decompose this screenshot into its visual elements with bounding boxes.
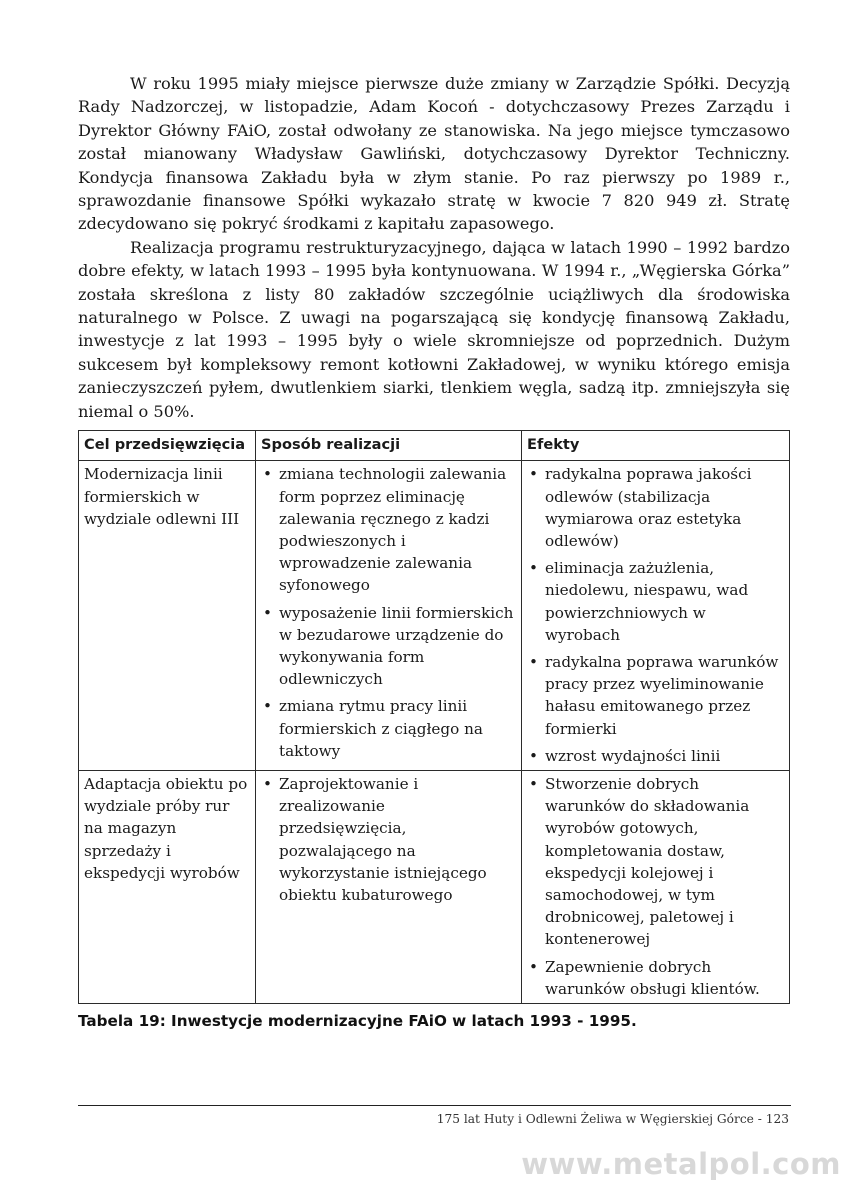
list-item: • Stworzenie dobrych warunków do składowania wyrobów gotowych, kompletowania dostaw, ekspedycji kolejowej i samochodowej, w tym drobnicowej, paletowej i kontenerowej <box>529 774 750 949</box>
method-cell <box>256 770 522 1003</box>
paragraph-1: W roku 1995 miały miejsce pierwsze duże zmiany w Zarządzie Spółki. Decyzją Rady Nadzorczej, w listopadzie, Adam Kocoń - dotychczasowy Prezes Zarządu i Dyrektor Główny FAiO, został odwołany ze stanowiska. Na jego miejsce tymczasowo został mianowany Władysław Gawliński, dotychczasowy Dyrektor Techniczny. Kondycja finansowa Zakładu była w złym stanie. Po raz pierwszy po 1989 r., sprawozdanie finansowe Spółki wykazało stratę w kwocie 7 820 949 zł. Stratę zdecydowano się pokryć środkami z kapitału zapasowego. <box>78 74 790 234</box>
method-cell <box>256 461 522 771</box>
investment-table <box>78 430 790 1004</box>
table-row <box>79 461 790 771</box>
page-footer: 175 lat Huty i Odlewni Żeliwa w Węgierskiej Górce - 123 <box>436 1112 789 1126</box>
footer-divider <box>78 1105 791 1106</box>
effects-cell <box>522 461 790 771</box>
table-header-row <box>79 431 790 461</box>
effects-cell <box>522 770 790 1003</box>
table-caption: Tabela 19: Inwestycje modernizacyjne FAiO w latach 1993 - 1995. <box>78 1011 637 1030</box>
list-item: • wyposażenie linii formierskich w bezudarowe urządzenie do wykonywania form odlewniczych <box>263 603 514 689</box>
watermark: www.metalpol.com <box>521 1147 841 1181</box>
list-item: • Zapewnienie dobrych warunków obsługi klientów. <box>529 957 760 998</box>
list-item: • eliminacja zażużlenia, niedolewu, niespawu, wad powierzchniowych w wyrobach <box>529 559 749 644</box>
goal-cell: Adaptacja obiektu po wydziale próby rur na magazyn sprzedaży i ekspedycji wyrobów <box>79 770 256 1003</box>
header-method: Sposób realizacji <box>256 431 522 461</box>
list-item: • zmiana technologii zalewania form poprzez eliminację zalewania ręcznego z kadzi podwieszonych i wprowadzenie zalewania syfonowego <box>263 465 507 595</box>
list-item: • radykalna poprawa jakości odlewów (stabilizacja wymiarowa oraz estetyka odlewów) <box>529 465 752 550</box>
page-content <box>78 72 790 1030</box>
header-effects: Efekty <box>522 431 790 461</box>
list-item: • wzrost wydajności linii <box>529 746 721 765</box>
table-row <box>79 770 790 1003</box>
list-item: • radykalna poprawa warunków pracy przez wyeliminowanie hałasu emitowanego przez formierki <box>529 652 779 738</box>
header-goal: Cel przedsięwzięcia <box>79 431 256 461</box>
paragraph-2: Realizacja programu restrukturyzacyjnego, dająca w latach 1990 – 1992 bardzo dobre efekty, w latach 1993 – 1995 była kontynuowana. W 1994 r., „Węgierska Górka” została skreślona z listy 80 zakładów szczególnie uciążliwych dla środowiska naturalnego w Polsce. Z uwagi na pogarszającą się kondycję finansową Zakładu, inwestycje z lat 1993 – 1995 były o wiele skromniejsze od poprzednich. Dużym sukcesem był kompleksowy remont kotłowni Zakładowej, w wyniku którego emisja zanieczyszczeń pyłem, dwutlenkiem siarki, tlenkiem węgla, sadzą itp. zmniejszyła się niemal o 50%. <box>78 237 790 421</box>
goal-cell: Modernizacja linii formierskich w wydziale odlewni III <box>79 461 256 771</box>
list-item: • zmiana rytmu pracy linii formierskich z ciągłego na taktowy <box>263 697 483 760</box>
list-item: • Zaprojektowanie i zrealizowanie przedsięwzięcia, pozwalającego na wykorzystanie istniejącego obiektu kubaturowego <box>263 774 487 904</box>
